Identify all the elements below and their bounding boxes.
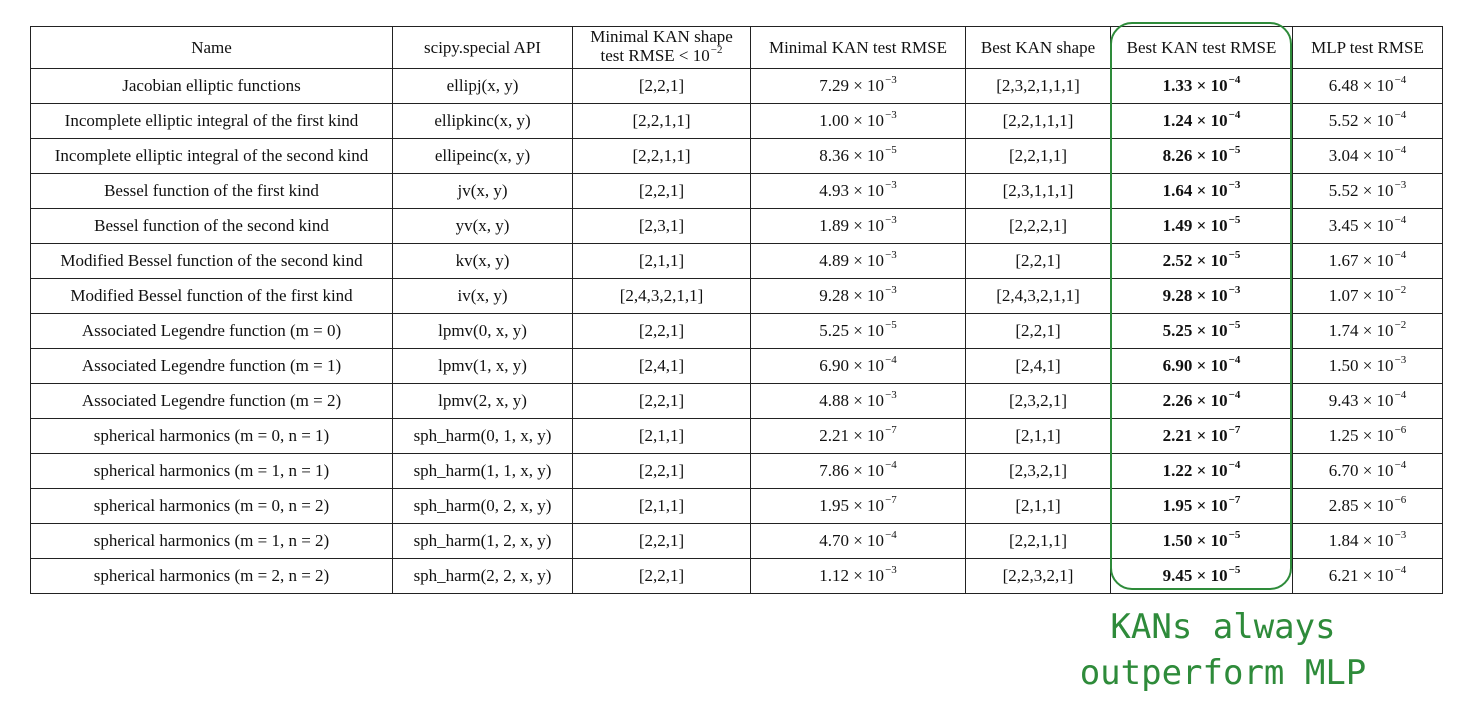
header-best-rmse: Best KAN test RMSE bbox=[1111, 27, 1293, 69]
cell-mlp-rmse bbox=[1293, 174, 1443, 209]
cell-name: spherical harmonics (m = 0, n = 1) bbox=[31, 419, 393, 454]
cell-minimal-rmse-exponent: −3 bbox=[885, 389, 897, 401]
cell-mlp-rmse-mantissa: 6.70 × 10 bbox=[1328, 461, 1394, 480]
cell-name: spherical harmonics (m = 0, n = 2) bbox=[31, 489, 393, 524]
cell-name: Modified Bessel function of the first kind bbox=[31, 279, 393, 314]
cell-best-rmse-mantissa: 1.49 × 10 bbox=[1162, 216, 1228, 235]
table-row bbox=[31, 244, 1443, 279]
cell-mlp-rmse bbox=[1293, 489, 1443, 524]
cell-best-rmse-exponent: −5 bbox=[1228, 249, 1241, 261]
cell-name: Incomplete elliptic integral of the first kind bbox=[31, 104, 393, 139]
cell-minimal-shape: [2,4,1] bbox=[573, 349, 751, 384]
header-api: scipy.special API bbox=[393, 27, 573, 69]
cell-best-rmse-mantissa: 2.52 × 10 bbox=[1162, 251, 1228, 270]
cell-minimal-rmse-mantissa: 9.28 × 10 bbox=[819, 286, 885, 305]
cell-mlp-rmse bbox=[1293, 209, 1443, 244]
cell-api: yv(x, y) bbox=[393, 209, 573, 244]
cell-mlp-rmse bbox=[1293, 104, 1443, 139]
cell-minimal-shape: [2,2,1] bbox=[573, 454, 751, 489]
cell-name: spherical harmonics (m = 2, n = 2) bbox=[31, 559, 393, 594]
cell-best-rmse-mantissa: 5.25 × 10 bbox=[1162, 321, 1228, 340]
cell-best-rmse bbox=[1111, 524, 1293, 559]
results-table bbox=[30, 26, 1443, 594]
cell-minimal-rmse-exponent: −4 bbox=[885, 354, 897, 366]
cell-minimal-rmse-exponent: −3 bbox=[885, 109, 897, 121]
cell-minimal-rmse-mantissa: 4.70 × 10 bbox=[819, 531, 885, 550]
cell-best-rmse-exponent: −7 bbox=[1228, 424, 1241, 436]
cell-minimal-shape: [2,2,1] bbox=[573, 314, 751, 349]
cell-minimal-rmse bbox=[751, 314, 966, 349]
table-row bbox=[31, 104, 1443, 139]
cell-best-rmse-exponent: −5 bbox=[1228, 564, 1241, 576]
cell-minimal-rmse-mantissa: 1.95 × 10 bbox=[819, 496, 885, 515]
cell-mlp-rmse-exponent: −6 bbox=[1394, 494, 1407, 506]
cell-name: spherical harmonics (m = 1, n = 1) bbox=[31, 454, 393, 489]
table-row bbox=[31, 524, 1443, 559]
cell-name: Associated Legendre function (m = 0) bbox=[31, 314, 393, 349]
cell-api: sph_harm(0, 2, x, y) bbox=[393, 489, 573, 524]
header-best-shape: Best KAN shape bbox=[966, 27, 1111, 69]
cell-best-rmse-exponent: −5 bbox=[1228, 144, 1241, 156]
cell-minimal-rmse bbox=[751, 174, 966, 209]
cell-best-rmse-mantissa: 1.64 × 10 bbox=[1162, 181, 1228, 200]
cell-best-rmse bbox=[1111, 454, 1293, 489]
header-row bbox=[31, 27, 1443, 69]
cell-best-rmse-exponent: −5 bbox=[1228, 214, 1241, 226]
header-minimal-shape bbox=[573, 27, 751, 69]
cell-api: sph_harm(1, 1, x, y) bbox=[393, 454, 573, 489]
cell-best-shape: [2,2,1,1] bbox=[966, 524, 1111, 559]
cell-best-shape: [2,2,1,1,1] bbox=[966, 104, 1111, 139]
cell-minimal-shape: [2,2,1,1] bbox=[573, 139, 751, 174]
table-row bbox=[31, 314, 1443, 349]
header-name: Name bbox=[31, 27, 393, 69]
cell-mlp-rmse-mantissa: 1.25 × 10 bbox=[1328, 426, 1394, 445]
cell-best-shape: [2,1,1] bbox=[966, 419, 1111, 454]
cell-best-shape: [2,3,2,1] bbox=[966, 384, 1111, 419]
cell-best-rmse bbox=[1111, 559, 1293, 594]
cell-mlp-rmse-mantissa: 3.04 × 10 bbox=[1328, 146, 1394, 165]
cell-best-shape: [2,2,3,2,1] bbox=[966, 559, 1111, 594]
cell-name: Associated Legendre function (m = 1) bbox=[31, 349, 393, 384]
cell-best-rmse-exponent: −4 bbox=[1228, 354, 1241, 366]
table-row bbox=[31, 419, 1443, 454]
cell-best-shape: [2,4,3,2,1,1] bbox=[966, 279, 1111, 314]
cell-mlp-rmse bbox=[1293, 244, 1443, 279]
cell-mlp-rmse bbox=[1293, 314, 1443, 349]
cell-mlp-rmse bbox=[1293, 279, 1443, 314]
cell-minimal-rmse-exponent: −7 bbox=[885, 494, 897, 506]
cell-minimal-rmse-mantissa: 4.89 × 10 bbox=[819, 251, 885, 270]
cell-best-rmse bbox=[1111, 349, 1293, 384]
cell-api: ellipj(x, y) bbox=[393, 69, 573, 104]
cell-best-rmse bbox=[1111, 174, 1293, 209]
cell-mlp-rmse bbox=[1293, 419, 1443, 454]
table-row bbox=[31, 454, 1443, 489]
cell-minimal-rmse bbox=[751, 349, 966, 384]
cell-minimal-rmse bbox=[751, 489, 966, 524]
cell-best-rmse-exponent: −5 bbox=[1228, 319, 1241, 331]
cell-mlp-rmse-exponent: −4 bbox=[1394, 249, 1407, 261]
cell-minimal-rmse-mantissa: 7.86 × 10 bbox=[819, 461, 885, 480]
cell-minimal-rmse bbox=[751, 454, 966, 489]
table-row bbox=[31, 209, 1443, 244]
header-minimal-shape-exponent: −2 bbox=[710, 44, 723, 56]
cell-name: Associated Legendre function (m = 2) bbox=[31, 384, 393, 419]
cell-minimal-rmse-mantissa: 6.90 × 10 bbox=[819, 356, 885, 375]
cell-best-rmse bbox=[1111, 419, 1293, 454]
cell-api: ellipeinc(x, y) bbox=[393, 139, 573, 174]
cell-name: Jacobian elliptic functions bbox=[31, 69, 393, 104]
cell-best-rmse bbox=[1111, 384, 1293, 419]
cell-best-shape: [2,2,1,1] bbox=[966, 139, 1111, 174]
cell-mlp-rmse-mantissa: 5.52 × 10 bbox=[1328, 111, 1394, 130]
cell-mlp-rmse-mantissa: 1.74 × 10 bbox=[1328, 321, 1394, 340]
cell-mlp-rmse-exponent: −2 bbox=[1394, 284, 1407, 296]
cell-best-rmse-mantissa: 1.22 × 10 bbox=[1162, 461, 1228, 480]
cell-best-rmse-mantissa: 9.28 × 10 bbox=[1162, 286, 1228, 305]
cell-minimal-rmse-mantissa: 7.29 × 10 bbox=[819, 76, 885, 95]
cell-best-rmse-exponent: −3 bbox=[1228, 179, 1241, 191]
cell-best-rmse-exponent: −4 bbox=[1228, 109, 1241, 121]
cell-best-rmse-mantissa: 6.90 × 10 bbox=[1162, 356, 1228, 375]
header-minimal-shape-line1: Minimal KAN shape bbox=[590, 27, 733, 46]
cell-minimal-rmse-exponent: −5 bbox=[885, 144, 897, 156]
cell-best-rmse bbox=[1111, 244, 1293, 279]
cell-best-rmse-mantissa: 1.33 × 10 bbox=[1162, 76, 1228, 95]
cell-best-rmse-mantissa: 9.45 × 10 bbox=[1162, 566, 1228, 585]
cell-minimal-rmse-exponent: −3 bbox=[885, 284, 897, 296]
cell-best-shape: [2,2,1] bbox=[966, 244, 1111, 279]
cell-minimal-rmse bbox=[751, 524, 966, 559]
cell-api: jv(x, y) bbox=[393, 174, 573, 209]
cell-best-shape: [2,3,2,1,1,1] bbox=[966, 69, 1111, 104]
cell-minimal-rmse-mantissa: 1.00 × 10 bbox=[819, 111, 885, 130]
cell-mlp-rmse-mantissa: 3.45 × 10 bbox=[1328, 216, 1394, 235]
cell-minimal-rmse bbox=[751, 104, 966, 139]
cell-best-rmse bbox=[1111, 104, 1293, 139]
cell-mlp-rmse-mantissa: 1.07 × 10 bbox=[1328, 286, 1394, 305]
cell-minimal-rmse-mantissa: 2.21 × 10 bbox=[819, 426, 885, 445]
cell-minimal-rmse bbox=[751, 69, 966, 104]
cell-minimal-rmse-exponent: −4 bbox=[885, 529, 897, 541]
table-row bbox=[31, 174, 1443, 209]
cell-best-rmse-exponent: −3 bbox=[1228, 284, 1241, 296]
cell-mlp-rmse-mantissa: 9.43 × 10 bbox=[1328, 391, 1394, 410]
cell-best-rmse-mantissa: 1.50 × 10 bbox=[1162, 531, 1228, 550]
table-body bbox=[31, 69, 1443, 594]
cell-mlp-rmse-exponent: −4 bbox=[1394, 144, 1407, 156]
cell-best-shape: [2,2,1] bbox=[966, 314, 1111, 349]
cell-api: sph_harm(1, 2, x, y) bbox=[393, 524, 573, 559]
cell-best-rmse bbox=[1111, 139, 1293, 174]
table-row bbox=[31, 384, 1443, 419]
cell-mlp-rmse bbox=[1293, 559, 1443, 594]
cell-mlp-rmse bbox=[1293, 384, 1443, 419]
cell-mlp-rmse-exponent: −4 bbox=[1394, 214, 1407, 226]
cell-mlp-rmse-mantissa: 1.50 × 10 bbox=[1328, 356, 1394, 375]
cell-api: sph_harm(2, 2, x, y) bbox=[393, 559, 573, 594]
cell-mlp-rmse-exponent: −4 bbox=[1394, 564, 1407, 576]
cell-minimal-shape: [2,1,1] bbox=[573, 244, 751, 279]
cell-minimal-shape: [2,2,1] bbox=[573, 174, 751, 209]
cell-minimal-rmse-mantissa: 1.12 × 10 bbox=[819, 566, 885, 585]
cell-name: Modified Bessel function of the second kind bbox=[31, 244, 393, 279]
cell-best-rmse bbox=[1111, 69, 1293, 104]
cell-minimal-rmse bbox=[751, 419, 966, 454]
cell-minimal-shape: [2,1,1] bbox=[573, 419, 751, 454]
cell-name: Bessel function of the second kind bbox=[31, 209, 393, 244]
cell-mlp-rmse-mantissa: 2.85 × 10 bbox=[1328, 496, 1394, 515]
cell-api: kv(x, y) bbox=[393, 244, 573, 279]
cell-api: lpmv(2, x, y) bbox=[393, 384, 573, 419]
cell-minimal-rmse-exponent: −3 bbox=[885, 564, 897, 576]
cell-api: lpmv(1, x, y) bbox=[393, 349, 573, 384]
cell-minimal-rmse-mantissa: 1.89 × 10 bbox=[819, 216, 885, 235]
cell-minimal-shape: [2,4,3,2,1,1] bbox=[573, 279, 751, 314]
cell-best-shape: [2,3,1,1,1] bbox=[966, 174, 1111, 209]
cell-mlp-rmse bbox=[1293, 524, 1443, 559]
cell-minimal-shape: [2,2,1,1] bbox=[573, 104, 751, 139]
cell-minimal-shape: [2,2,1] bbox=[573, 524, 751, 559]
cell-minimal-shape: [2,2,1] bbox=[573, 559, 751, 594]
cell-mlp-rmse-exponent: −4 bbox=[1394, 459, 1407, 471]
cell-minimal-rmse-mantissa: 4.88 × 10 bbox=[819, 391, 885, 410]
cell-best-rmse-exponent: −7 bbox=[1228, 494, 1241, 506]
table-row bbox=[31, 139, 1443, 174]
header-minimal-shape-line2: test RMSE < 10 bbox=[600, 46, 710, 65]
cell-best-rmse bbox=[1111, 489, 1293, 524]
cell-mlp-rmse-mantissa: 1.84 × 10 bbox=[1328, 531, 1394, 550]
cell-mlp-rmse-exponent: −3 bbox=[1394, 179, 1407, 191]
cell-mlp-rmse-exponent: −2 bbox=[1394, 319, 1407, 331]
cell-best-rmse bbox=[1111, 209, 1293, 244]
cell-name: Bessel function of the first kind bbox=[31, 174, 393, 209]
cell-best-rmse bbox=[1111, 279, 1293, 314]
cell-best-shape: [2,2,2,1] bbox=[966, 209, 1111, 244]
handwritten-annotation bbox=[1058, 604, 1388, 696]
cell-mlp-rmse-exponent: −3 bbox=[1394, 529, 1407, 541]
cell-minimal-rmse-exponent: −3 bbox=[885, 179, 897, 191]
cell-best-rmse-exponent: −4 bbox=[1228, 459, 1241, 471]
cell-minimal-shape: [2,1,1] bbox=[573, 489, 751, 524]
cell-best-rmse-mantissa: 8.26 × 10 bbox=[1162, 146, 1228, 165]
table-row bbox=[31, 559, 1443, 594]
cell-mlp-rmse-mantissa: 5.52 × 10 bbox=[1328, 181, 1394, 200]
cell-minimal-rmse-exponent: −3 bbox=[885, 249, 897, 261]
cell-best-rmse-mantissa: 1.24 × 10 bbox=[1162, 111, 1228, 130]
cell-minimal-rmse bbox=[751, 559, 966, 594]
cell-mlp-rmse-mantissa: 1.67 × 10 bbox=[1328, 251, 1394, 270]
cell-best-rmse-mantissa: 2.26 × 10 bbox=[1162, 391, 1228, 410]
cell-minimal-rmse-exponent: −5 bbox=[885, 319, 897, 331]
header-minimal-rmse: Minimal KAN test RMSE bbox=[751, 27, 966, 69]
table-row bbox=[31, 489, 1443, 524]
cell-minimal-rmse bbox=[751, 139, 966, 174]
cell-api: ellipkinc(x, y) bbox=[393, 104, 573, 139]
cell-minimal-rmse-exponent: −7 bbox=[885, 424, 897, 436]
cell-api: lpmv(0, x, y) bbox=[393, 314, 573, 349]
cell-minimal-shape: [2,3,1] bbox=[573, 209, 751, 244]
cell-best-rmse-exponent: −5 bbox=[1228, 529, 1241, 541]
cell-minimal-rmse bbox=[751, 209, 966, 244]
cell-best-shape: [2,1,1] bbox=[966, 489, 1111, 524]
cell-mlp-rmse-mantissa: 6.21 × 10 bbox=[1328, 566, 1394, 585]
cell-minimal-shape: [2,2,1] bbox=[573, 384, 751, 419]
cell-mlp-rmse-exponent: −3 bbox=[1394, 354, 1407, 366]
cell-name: Incomplete elliptic integral of the second kind bbox=[31, 139, 393, 174]
cell-minimal-rmse bbox=[751, 279, 966, 314]
annotation-line2: outperform MLP bbox=[1079, 653, 1367, 693]
cell-api: sph_harm(0, 1, x, y) bbox=[393, 419, 573, 454]
cell-minimal-rmse bbox=[751, 244, 966, 279]
annotation-line1: KANs always bbox=[1110, 607, 1336, 647]
cell-mlp-rmse-exponent: −4 bbox=[1394, 74, 1407, 86]
cell-mlp-rmse bbox=[1293, 454, 1443, 489]
cell-mlp-rmse bbox=[1293, 349, 1443, 384]
cell-mlp-rmse-exponent: −4 bbox=[1394, 389, 1407, 401]
header-mlp-rmse: MLP test RMSE bbox=[1293, 27, 1443, 69]
cell-best-rmse-mantissa: 1.95 × 10 bbox=[1162, 496, 1228, 515]
cell-api: iv(x, y) bbox=[393, 279, 573, 314]
cell-name: spherical harmonics (m = 1, n = 2) bbox=[31, 524, 393, 559]
table-row bbox=[31, 279, 1443, 314]
table-row bbox=[31, 69, 1443, 104]
cell-minimal-rmse bbox=[751, 384, 966, 419]
cell-minimal-rmse-mantissa: 8.36 × 10 bbox=[819, 146, 885, 165]
cell-best-rmse-exponent: −4 bbox=[1228, 389, 1241, 401]
cell-best-shape: [2,3,2,1] bbox=[966, 454, 1111, 489]
cell-best-rmse-exponent: −4 bbox=[1228, 74, 1241, 86]
cell-mlp-rmse bbox=[1293, 139, 1443, 174]
cell-best-rmse bbox=[1111, 314, 1293, 349]
cell-best-rmse-mantissa: 2.21 × 10 bbox=[1162, 426, 1228, 445]
cell-minimal-rmse-exponent: −3 bbox=[885, 214, 897, 226]
cell-mlp-rmse-exponent: −4 bbox=[1394, 109, 1407, 121]
cell-best-shape: [2,4,1] bbox=[966, 349, 1111, 384]
cell-minimal-shape: [2,2,1] bbox=[573, 69, 751, 104]
cell-mlp-rmse bbox=[1293, 69, 1443, 104]
table-row bbox=[31, 349, 1443, 384]
cell-minimal-rmse-exponent: −3 bbox=[885, 74, 897, 86]
cell-minimal-rmse-mantissa: 4.93 × 10 bbox=[819, 181, 885, 200]
cell-minimal-rmse-mantissa: 5.25 × 10 bbox=[819, 321, 885, 340]
cell-mlp-rmse-exponent: −6 bbox=[1394, 424, 1407, 436]
cell-mlp-rmse-mantissa: 6.48 × 10 bbox=[1328, 76, 1394, 95]
cell-minimal-rmse-exponent: −4 bbox=[885, 459, 897, 471]
